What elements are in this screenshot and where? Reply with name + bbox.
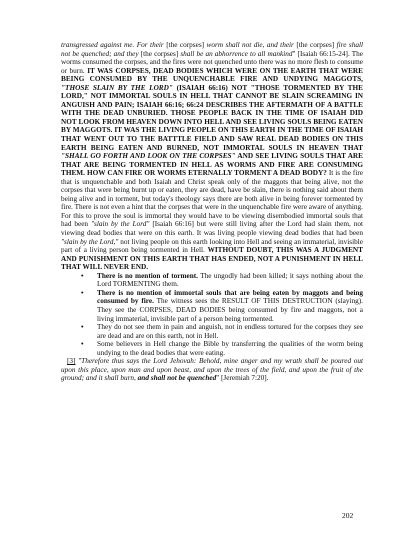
list-item [81,272,363,289]
paragraph-1 [61,41,363,272]
text-run: [Isaiah 66:16] but were still living after the Lord had slain them, not viewing dead bodies that were on this earth. It was living people viewing dead bodies that had been [61,220,364,238]
text-run-bold-italic: "SHALL GO FORTH AND LOOK ON THE CORPSES" [61,152,236,161]
text-run-bold: WITHOUT DOUBT, THIS WAS A JUDGMENT AND PUNISHMENT ON THIS EARTH THAT HAS ENDED, NOT A PUNISHMENT IN HELL THAT WILL NEVER END. [61,246,363,272]
text-run-bold: IT WAS CORPSES, DEAD BODIES WHICH WERE ON THE EARTH THAT WERE BEING CONSUMED BY THE UNQUENCHABLE FIRE AND UNDYING MAGGOTS, [61,66,363,84]
text-run: It is the fire that is unquenchable and both Isaiah and Christ speak only of the maggots that being alive, not the corpses that were being burnt up or eaten, they are dead, have be slain, there is nothing said about them being alive and in torment, but today's theology says there are both alive in being forever tormented by fire. There is not even a hint that the corpses that were in the unquenchable fire were aware of anything. For this to prove the soul is immortal they would have to be viewing disembodied immortal souls that had been [61,169,363,229]
text-run: transgressed against me [61,41,133,49]
bullet-text: They do not see them in pain and anguish, not in endless tortured for the corpses they see are dead and are on this earth, not in Hell. [97,323,363,340]
text-run: " [Isaiah 66:15-24]. The worms consumed the corpses, and the fires were not quenched unto there was no more flesh to consume or burn. [61,49,364,75]
bullet-list [61,272,363,357]
text-run: [the corpses] [140,49,181,58]
bullet-text: The witness sees the RESULT OF THIS DESTRUCTION (slaying). They see the CORPSES, DEAD BODIES being consumed by fire and maggots, not a living immaterial, invisible part of a person being tormented. [97,297,363,323]
text-run: not living people on this earth looking into Hell and seeing an immaterial, invisible part of a living person being tormented in Hell. [61,237,363,255]
text-run: fire shall not be quenched; and they [61,41,363,58]
text-run: [the corpses] [166,41,207,49]
bullet-text: The ungodly had been killed; it says nothing about the Lord TORMENTING them. [97,271,364,289]
text-run: shall be an abhorrence to all mankind [180,49,293,58]
bullet-bold-text: There is no mention of immortal souls that are being eaten by maggots and being consumed by fire. [97,288,363,306]
text-run: "Therefore thus says the Lord Jehovah: Behold, mine anger and my wrath shall be poured out upon this place, upon man and upon beast, and upon the trees of the field, and upon the fruit of the ground; and it shall burn, [61,357,363,383]
text-run: " [Jeremiah 7:20]. [216,374,269,383]
bullet-bold-text: There is no mention of torment. [97,271,198,280]
list-item [81,323,363,340]
text-run: "slain by the Lord," [61,237,119,246]
text-run-bold-italic: "THOSE SLAIN BY THE LORD" [61,83,173,92]
text-run-bold: (ISAIAH 66:16) NOT "THOSE TORMENTED BY THE LORD," NOT IMMORTAL SOULS IN HELL THAT CANNOT BE SLAIN SCREAMING IN ANGUISH AND PAIN; ISAIAH 66:16; 66:24 DESCRIBES THE AFTERMATH OF A BATTLE WITH THE DEAD UNBURIED. THOSE PEOPLE BACK IN THE TIME OF ISAIAH DID NOT LOOK FROM HEAVEN DOWN INTO HELL AND SEE LIVING SOULS BEING EATEN BY MAGGOTS. IT WAS THE LIVING PEOPLE ON THIS EARTH IN THE TIME OF ISAIAH THAT WENT OUT TO THE BATTTLE FIELD AND SAW REAL DEAD BODIES ON THIS EARTH BEING EATEN AND BURNED, NOT IMMORTAL SOULS IN HEAVEN THAT [61,83,363,152]
text-run: . For their [132,41,167,49]
text-run-bold-italic: and shall not be quenched [137,374,217,383]
text-run: [the corpses] [296,41,337,49]
text-run: worm shall not die, and their [206,41,297,49]
page-number: 202 [342,511,354,520]
list-item [81,340,363,357]
page-body [61,41,363,383]
bullet-text: Some believers in Hell change the Bible by transferring the qualities of the worm being undying to the dead bodies that were eating. [97,340,363,357]
paragraph-2 [61,357,363,383]
list-item [81,289,363,323]
text-run-bold: AND SEE LIVING SOULS THAT ARE THAT ARE BEING TORMENTED IN HELL AS WORMS AND FIRE ARE CONSUMING THEM. HOW CAN FIRE OR WORMS ETERNALLY TORMENT A DEAD BODY? [61,152,363,178]
footnote-marker[interactable]: [3] [67,357,76,366]
text-run: "slain by the Lord" [90,220,150,229]
